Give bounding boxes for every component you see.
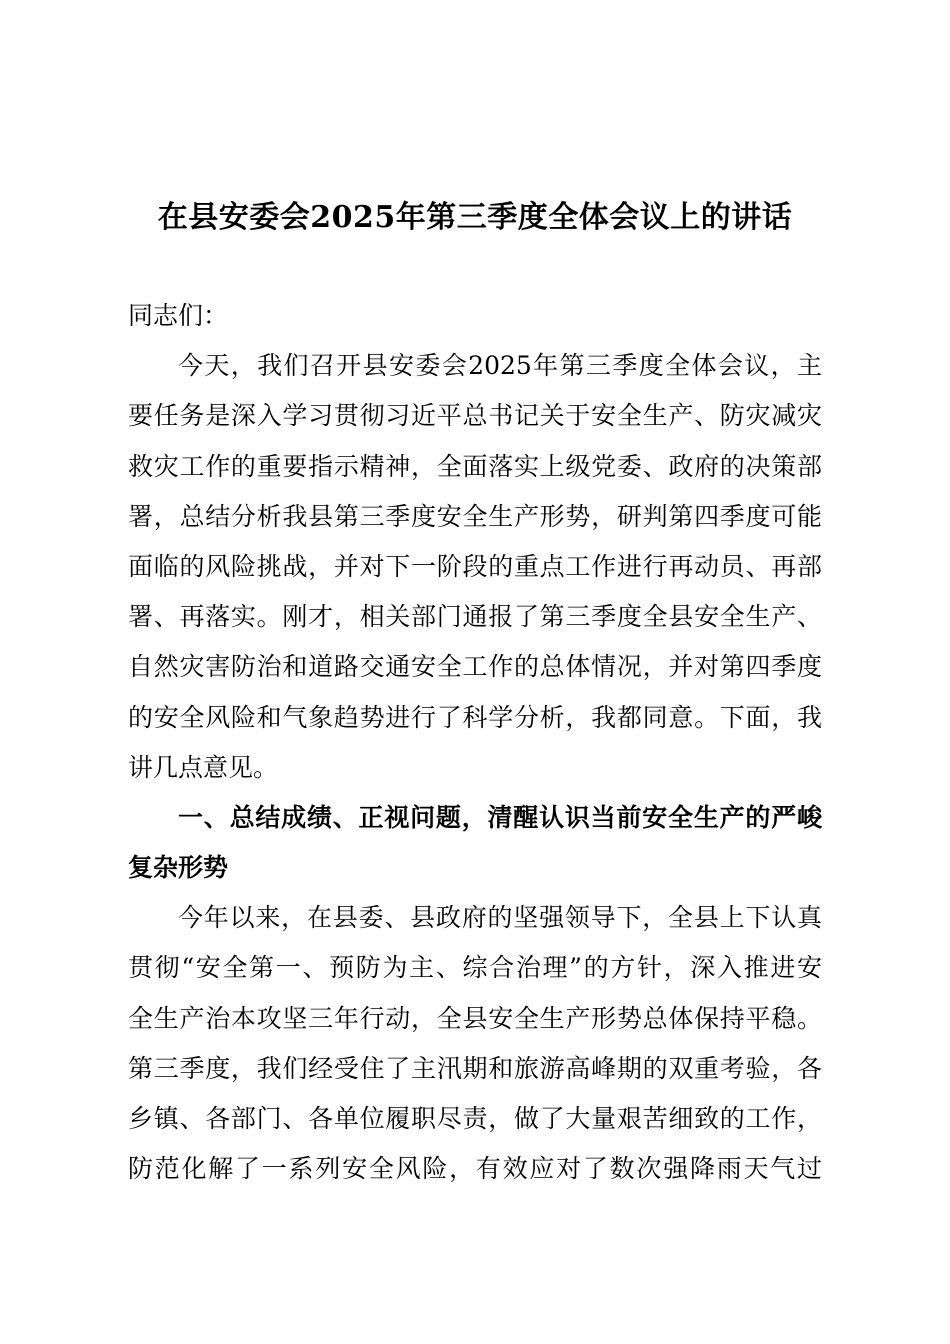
section-heading-1 [128, 793, 822, 893]
paragraph-intro [128, 341, 822, 793]
paragraph-section-1 [128, 893, 822, 1194]
text-line: 讲几点意见。 [128, 752, 279, 782]
text-line: 救灾工作的重要指示精神，全面落实上级党委、政府的决策部 [128, 451, 822, 481]
text-line: 贯彻“安全第一、预防为主、综合治理”的方针，深入推进安 [128, 953, 822, 983]
text-line: 署，总结分析我县第三季度安全生产形势，研判第四季度可能 [128, 501, 822, 531]
text-line: 第三季度，我们经受住了主汛期和旅游高峰期的双重考验，各 [128, 1053, 822, 1083]
text-line: 面临的风险挑战，并对下一阶段的重点工作进行再动员、再部 [128, 551, 822, 581]
heading-line: 复杂形势 [128, 853, 229, 883]
salutation: 同志们： [128, 301, 229, 330]
document-body [128, 291, 822, 1194]
text-line: 乡镇、各部门、各单位履职尽责，做了大量艰苦细致的工作， [128, 1104, 822, 1133]
text-line: 全生产治本攻坚三年行动，全县安全生产形势总体保持平稳。 [128, 1003, 822, 1033]
text-line: 要任务是深入学习贯彻习近平总书记关于安全生产、防灾减灾 [128, 401, 822, 431]
text-line: 自然灾害防治和道路交通安全工作的总体情况，并对第四季度 [128, 652, 822, 682]
heading-line: 一、总结成绩、正视问题，清醒认识当前安全生产的严峻 [178, 802, 822, 832]
text-line: 防范化解了一系列安全风险，有效应对了数次强降雨天气过 [128, 1154, 822, 1184]
text-line: 的安全风险和气象趋势进行了科学分析，我都同意。下面，我 [128, 702, 822, 732]
text-line: 署、再落实。刚才，相关部门通报了第三季度全县安全生产、 [128, 602, 822, 632]
text-line: 今年以来，在县委、县政府的坚强领导下，全县上下认真 [178, 903, 822, 933]
document-title: 在县安委会2025年第三季度全体会议上的讲话 [157, 200, 793, 235]
text-line: 今天，我们召开县安委会2025年第三季度全体会议，主 [178, 351, 822, 381]
